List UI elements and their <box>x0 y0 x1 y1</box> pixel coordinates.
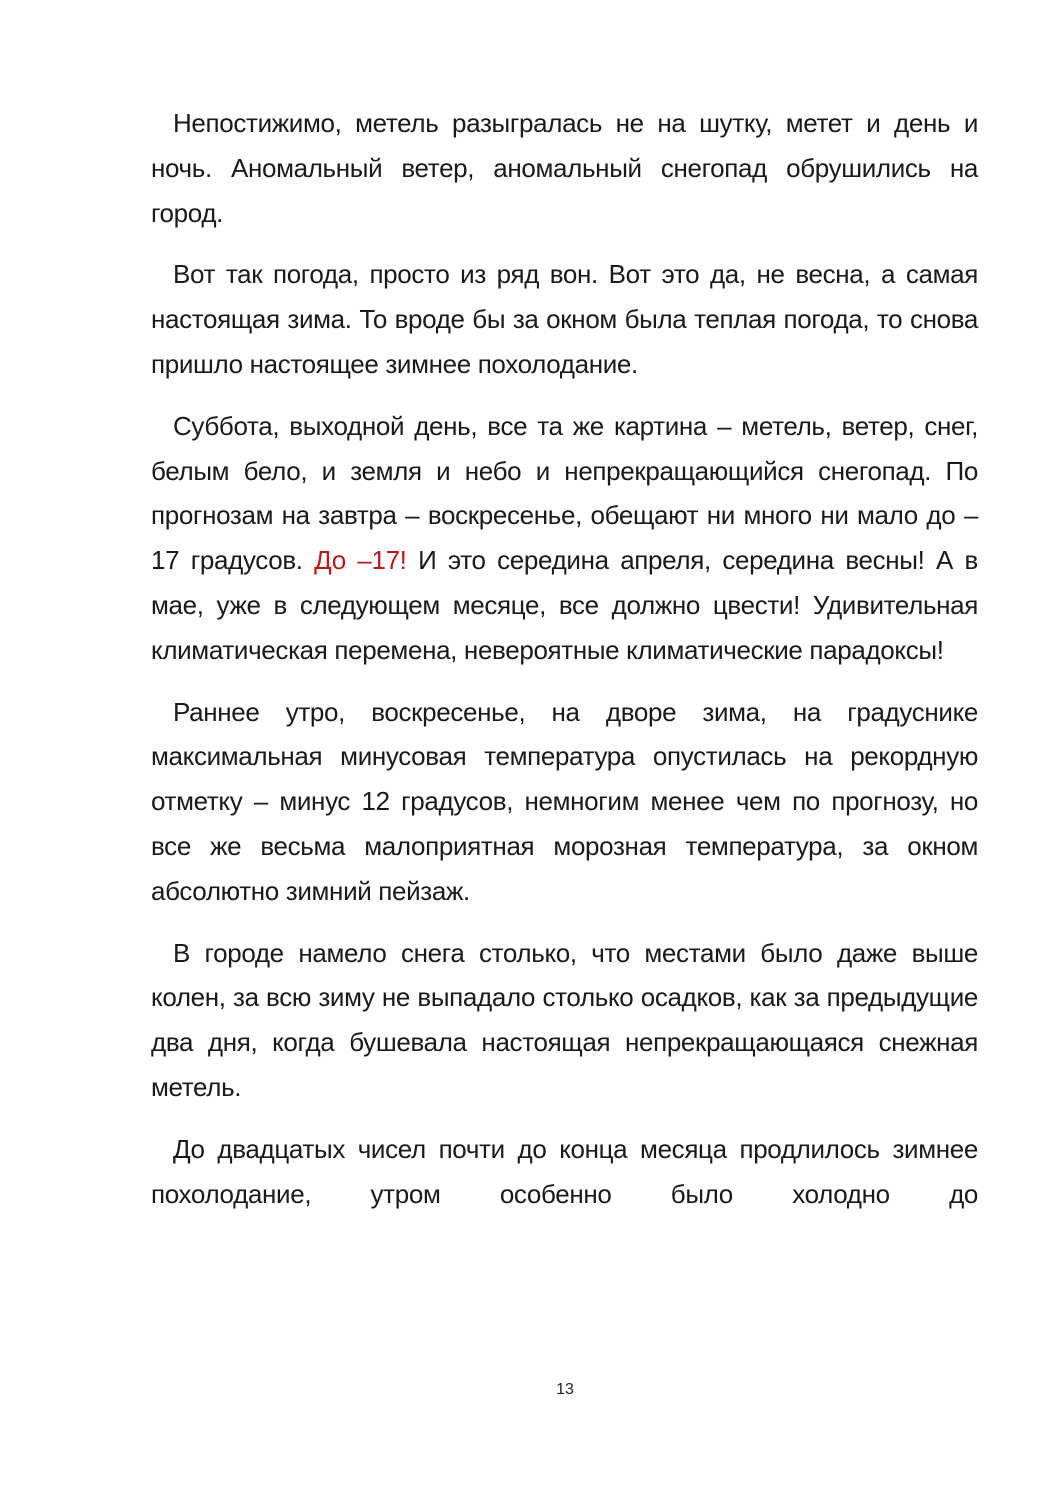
paragraph-1: Непостижимо, метель разыгралась не на шутку, метет и день и ночь. Аномальный ветер, аномальный снегопад обрушились на город. <box>151 108 978 228</box>
paragraph-6: До двадцатых чисел почти до конца месяца продлилось зимнее похолодание, утром особенно было холодно до <box>151 1133 978 1209</box>
paragraph-5: В городе намело снега столько, что местами было даже выше колен, за всю зиму не выпадало столько осадков, как за предыдущие два дня, когда бушевала настоящая непрекращающаяся снежная метель. <box>151 937 978 1102</box>
paragraph-2: Вот так погода, просто из ряд вон. Вот это да, не весна, а самая настоящая зима. То вроде бы за окном была теплая погода, то снова пришло настоящее зимнее похолодание. <box>151 259 978 379</box>
page-number: 13 <box>556 1381 574 1398</box>
paragraph-3-text-after: И это середина апреля, середина весны! А в мае, уже в следующем месяце, все должно цвести! Удивительная климатическая перемена, невероятные климатические парадоксы! <box>151 545 978 665</box>
highlighted-text: До –17! <box>314 545 407 576</box>
paragraph-3 <box>151 404 978 673</box>
paragraph-4: Раннее утро, воскресенье, на дворе зима, на градуснике максимальная минусовая температура опустилась на рекордную отметку – минус 12 градусов, немногим менее чем по прогнозу, но все же весьма малоприятная морозная температура, за окном абсолютно зимний пейзаж. <box>151 696 978 906</box>
document-page <box>151 101 978 1233</box>
paragraph-3-text-before: Суббота, выходной день, все та же картина – метель, ветер, снег, белым бело, и земля и небо и непрекращающийся снегопад. По прогнозам на завтра – воскресенье, обещают ни много ни мало до –17 градусов. <box>151 410 978 576</box>
